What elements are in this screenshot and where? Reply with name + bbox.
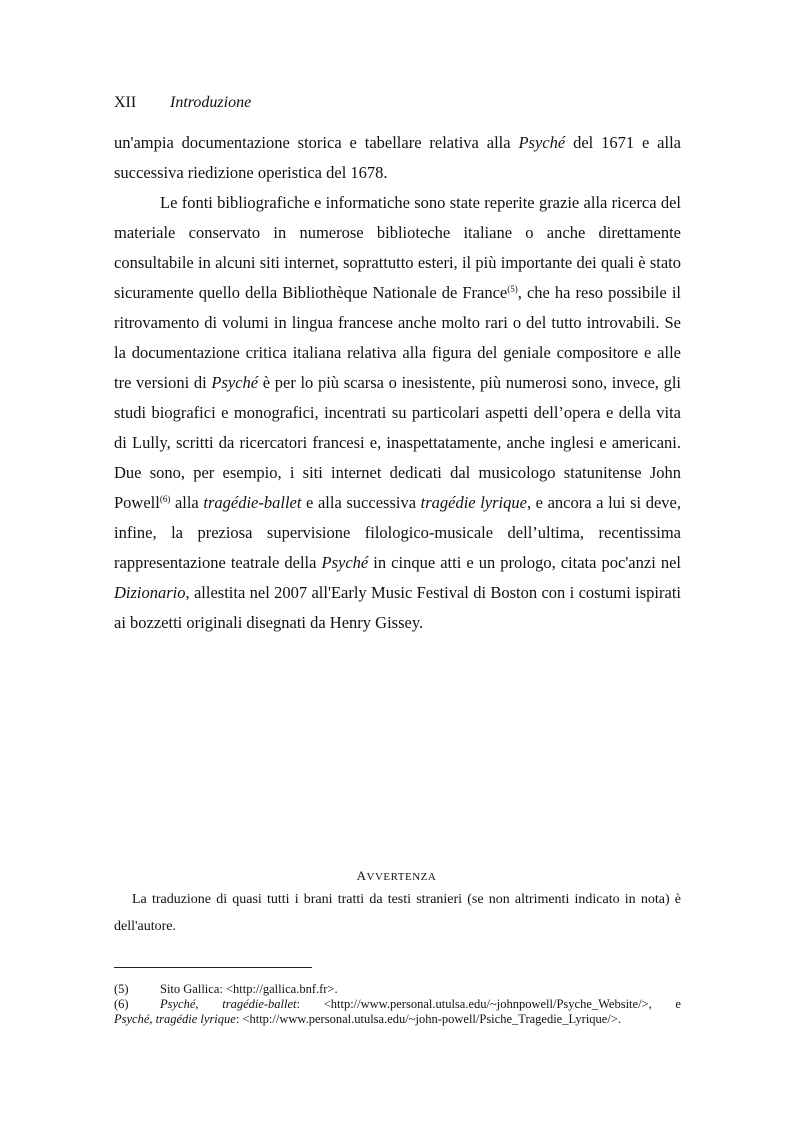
footnote-5: (5) Sito Gallica: <http://gallica.bnf.fr>. bbox=[114, 982, 338, 996]
footnote-6-link-1[interactable]: : <http://www.personal.utulsa.edu/~johnpowell/Psyche_Website/>, e bbox=[296, 997, 681, 1011]
running-header bbox=[114, 94, 251, 112]
paragraph-sources: Le fonti bibliografiche e informatiche sono state reperite grazie alla ricerca del materiale conservato in numerose biblioteche italiane o anche direttamente consultabile in alcuni siti internet, soprattutto esteri, il più importante dei quali è stato sicuramente quello della Bibliothèque Nationale de France$^{(5)}$, che ha reso possibile il ritrovamento di volumi in lingua francese anche molto rari o del tutto introvabili. Se la documentazione critica italiana relativa alla figura del geniale compositore e alle tre versioni di Psyché è per lo più scarsa o inesistente, più numerosi sono, invece, gli studi biografici e monografici, incentrati su particolari aspetti dell’opera e della vita di Lully, scritti da ricercatori francesi e, inaspettatamente, anche inglesi e americani. Due sono, per esempio, i siti internet dedicati dal musicologo statunitense John Powell$^{(6)}$ alla tragédie-ballet e alla successiva tragédie lyrique, e ancora a lui si deve, infine, la preziosa supervisione filologico-musicale dell’ultima, recentissima rappresentazione teatrale della Psyché in cinque atti e un prologo, citata poc'anzi nel Dizionario, allestita nel 2007 all'Early Music Festival di Boston con i costumi ispirati ai bozzetti originali disegnati da Henry Gissey. bbox=[114, 193, 682, 632]
footnote-divider bbox=[114, 967, 312, 968]
paragraph-continuation: un'ampia documentazione storica e tabellare relativa alla Psyché del 1671 e alla successiva riedizione operistica del 1678. bbox=[114, 133, 682, 182]
notice-heading: AVVERTENZA bbox=[356, 868, 437, 883]
footnote-6: (6) Psyché, tragédie-ballet: <http://www.personal.utulsa.edu/~johnpowell/Psyche_Website/>, e bbox=[114, 997, 681, 1011]
footnote-ref-6[interactable]: (6) bbox=[159, 494, 171, 504]
notice-text: La traduzione di quasi tutti i brani tratti da testi stranieri (se non altrimenti indicato in nota) è dell'autore. bbox=[114, 892, 681, 934]
footnotes bbox=[114, 982, 681, 1027]
footnote-6-continuation: Psyché, tragédie lyrique: <http://www.personal.utulsa.edu/~john-powell/Psiche_Tragedie_Lyrique/>. bbox=[114, 1012, 622, 1026]
footnote-6-link-2[interactable]: : <http://www.personal.utulsa.edu/~john-powell/Psiche_Tragedie_Lyrique/>. bbox=[235, 1012, 622, 1026]
footnote-ref-5[interactable]: (5) bbox=[507, 284, 518, 294]
running-title: Introduzione bbox=[170, 94, 252, 111]
main-text bbox=[114, 128, 681, 638]
page-number: XII bbox=[114, 94, 137, 111]
